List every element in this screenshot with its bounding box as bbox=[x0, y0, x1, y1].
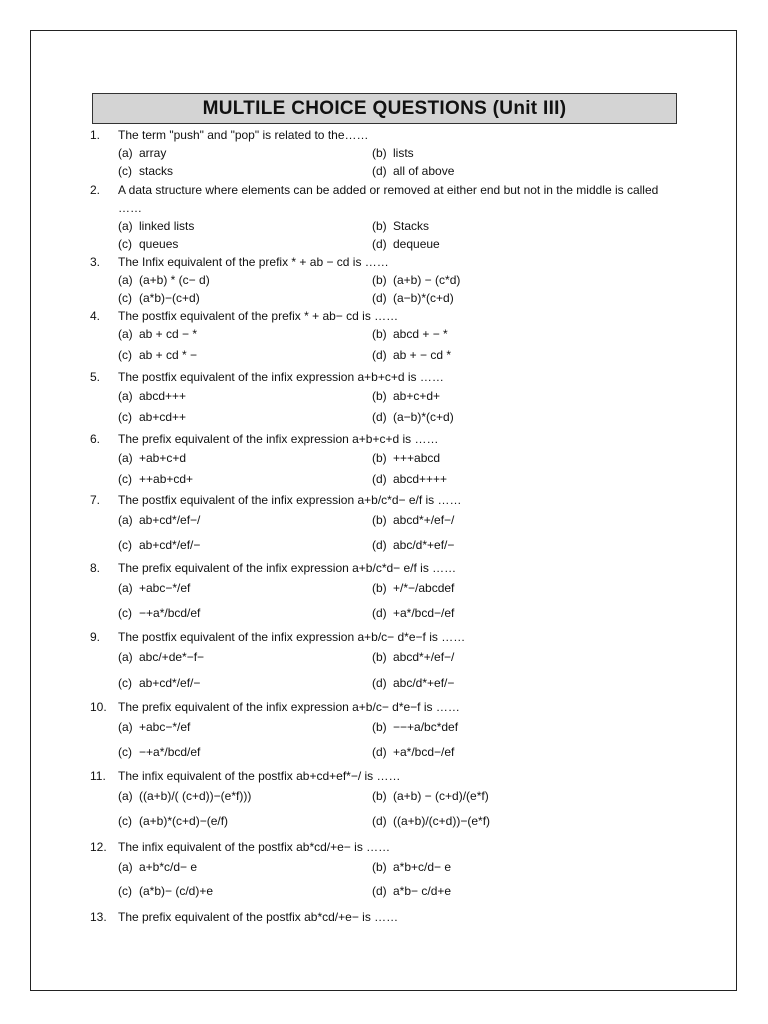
question-number: 3. bbox=[90, 255, 101, 269]
option-d bbox=[372, 346, 451, 364]
option-text: abcd+++ bbox=[139, 389, 187, 403]
option-a bbox=[118, 718, 190, 736]
option-label: (c) bbox=[118, 472, 132, 486]
question-number: 12. bbox=[90, 840, 107, 854]
question-text: The prefix equivalent of the infix expression a+b/c− d*e−f is …… bbox=[118, 700, 460, 714]
option-c bbox=[118, 470, 193, 488]
option-label: (d) bbox=[372, 606, 387, 620]
option-a bbox=[118, 787, 251, 805]
option-text: (a+b) * (c− d) bbox=[139, 273, 210, 287]
option-b bbox=[372, 858, 451, 876]
question-number: 7. bbox=[90, 493, 101, 507]
question-text: The postfix equivalent of the infix expression a+b/c*d− e/f is …… bbox=[118, 493, 462, 507]
option-text: ab + cd − * bbox=[139, 327, 198, 341]
option-b bbox=[372, 387, 440, 405]
option-text: abcd++++ bbox=[393, 472, 448, 486]
option-text: +/*−/abcdef bbox=[393, 581, 455, 595]
option-label: (a) bbox=[118, 789, 133, 803]
option-text: +abc−*/ef bbox=[139, 720, 191, 734]
option-c bbox=[118, 674, 200, 692]
option-b bbox=[372, 144, 414, 162]
option-d bbox=[372, 408, 454, 426]
option-text: (a*b)−(c+d) bbox=[139, 291, 200, 305]
option-text: a*b+c/d− e bbox=[393, 860, 452, 874]
option-b bbox=[372, 579, 454, 597]
option-label: (b) bbox=[372, 513, 387, 527]
option-d bbox=[372, 235, 440, 253]
option-d bbox=[372, 289, 454, 307]
option-text: dequeue bbox=[393, 237, 440, 251]
question-number: 13. bbox=[90, 910, 107, 924]
option-a bbox=[118, 325, 197, 343]
option-b bbox=[372, 217, 429, 235]
option-label: (a) bbox=[118, 146, 133, 160]
option-label: (d) bbox=[372, 884, 387, 898]
option-label: (c) bbox=[118, 676, 132, 690]
question-text: The Infix equivalent of the prefix * + ab − cd is …… bbox=[118, 255, 389, 269]
option-c bbox=[118, 604, 200, 622]
option-label: (a) bbox=[118, 581, 133, 595]
option-label: (c) bbox=[118, 814, 132, 828]
option-text: a+b*c/d− e bbox=[139, 860, 198, 874]
option-d bbox=[372, 674, 454, 692]
option-a bbox=[118, 579, 190, 597]
option-text: ab+cd*/ef/− bbox=[139, 538, 201, 552]
option-c bbox=[118, 346, 197, 364]
question-text: The infix equivalent of the postfix ab+cd+ef*−/ is …… bbox=[118, 769, 401, 783]
option-label: (d) bbox=[372, 814, 387, 828]
option-label: (d) bbox=[372, 410, 387, 424]
option-text: ++ab+cd+ bbox=[139, 472, 194, 486]
option-label: (a) bbox=[118, 650, 133, 664]
question-number: 10. bbox=[90, 700, 107, 714]
option-d bbox=[372, 812, 490, 830]
option-label: (b) bbox=[372, 451, 387, 465]
question-number: 2. bbox=[90, 183, 101, 197]
option-label: (d) bbox=[372, 291, 387, 305]
question-text: The prefix equivalent of the postfix ab*cd/+e− is …… bbox=[118, 910, 399, 924]
question-text: The term "push" and "pop" is related to the…… bbox=[118, 128, 369, 142]
option-text: all of above bbox=[393, 164, 455, 178]
question-number: 5. bbox=[90, 370, 101, 384]
option-label: (b) bbox=[372, 273, 387, 287]
question-number: 1. bbox=[90, 128, 101, 142]
option-a bbox=[118, 648, 204, 666]
question-text: The infix equivalent of the postfix ab*cd/+e− is …… bbox=[118, 840, 391, 854]
option-text: queues bbox=[139, 237, 179, 251]
question-text: The postfix equivalent of the infix expression a+b/c− d*e−f is …… bbox=[118, 630, 466, 644]
option-text: −−+a/bc*def bbox=[393, 720, 459, 734]
option-a bbox=[118, 217, 194, 235]
option-text: ab + − cd * bbox=[393, 348, 452, 362]
option-label: (a) bbox=[118, 513, 133, 527]
question-text: The prefix equivalent of the infix expression a+b+c+d is …… bbox=[118, 432, 439, 446]
option-c bbox=[118, 162, 173, 180]
option-label: (c) bbox=[118, 348, 132, 362]
option-text: +abc−*/ef bbox=[139, 581, 191, 595]
option-text: +ab+c+d bbox=[139, 451, 187, 465]
option-text: ab+cd*/ef/− bbox=[139, 676, 201, 690]
option-a bbox=[118, 858, 197, 876]
option-text: ((a+b)/(c+d))−(e*f) bbox=[393, 814, 491, 828]
option-label: (b) bbox=[372, 581, 387, 595]
option-label: (c) bbox=[118, 606, 132, 620]
option-label: (b) bbox=[372, 146, 387, 160]
option-text: a*b− c/d+e bbox=[393, 884, 452, 898]
option-text: +a*/bcd−/ef bbox=[393, 606, 455, 620]
option-text: (a−b)*(c+d) bbox=[393, 291, 454, 305]
option-text: abcd*+/ef−/ bbox=[393, 650, 455, 664]
option-text: (a+b) − (c+d)/(e*f) bbox=[393, 789, 489, 803]
option-text: (a+b) − (c*d) bbox=[393, 273, 461, 287]
question-number: 8. bbox=[90, 561, 101, 575]
option-b bbox=[372, 511, 454, 529]
option-label: (c) bbox=[118, 410, 132, 424]
option-label: (c) bbox=[118, 745, 132, 759]
option-text: Stacks bbox=[393, 219, 430, 233]
option-label: (c) bbox=[118, 538, 132, 552]
option-text: abcd + − * bbox=[393, 327, 448, 341]
option-text: abc/d*+ef/− bbox=[393, 538, 455, 552]
question-text: The postfix equivalent of the infix expression a+b+c+d is …… bbox=[118, 370, 444, 384]
option-label: (a) bbox=[118, 451, 133, 465]
question-text: The prefix equivalent of the infix expression a+b/c*d− e/f is …… bbox=[118, 561, 457, 575]
option-b bbox=[372, 718, 458, 736]
option-text: lists bbox=[393, 146, 414, 160]
option-label: (d) bbox=[372, 348, 387, 362]
option-a bbox=[118, 387, 186, 405]
option-a bbox=[118, 511, 200, 529]
option-text: ab+c+d+ bbox=[393, 389, 441, 403]
option-c bbox=[118, 408, 186, 426]
option-b bbox=[372, 648, 454, 666]
option-label: (a) bbox=[118, 273, 133, 287]
option-c bbox=[118, 235, 178, 253]
question-number: 11. bbox=[90, 769, 106, 783]
option-text: +a*/bcd−/ef bbox=[393, 745, 455, 759]
option-label: (a) bbox=[118, 327, 133, 341]
option-label: (b) bbox=[372, 720, 387, 734]
option-text: abc/+de*−f− bbox=[139, 650, 205, 664]
option-c bbox=[118, 289, 200, 307]
option-c bbox=[118, 536, 200, 554]
option-a bbox=[118, 449, 186, 467]
option-label: (b) bbox=[372, 327, 387, 341]
option-a bbox=[118, 144, 166, 162]
option-b bbox=[372, 449, 440, 467]
option-label: (a) bbox=[118, 219, 133, 233]
option-text: +++abcd bbox=[393, 451, 441, 465]
option-text: abcd*+/ef−/ bbox=[393, 513, 455, 527]
option-text: (a+b)*(c+d)−(e/f) bbox=[139, 814, 229, 828]
option-label: (b) bbox=[372, 860, 387, 874]
option-label: (d) bbox=[372, 676, 387, 690]
option-text: ab + cd * − bbox=[139, 348, 198, 362]
option-label: (a) bbox=[118, 860, 133, 874]
option-text: (a−b)*(c+d) bbox=[393, 410, 454, 424]
option-d bbox=[372, 743, 454, 761]
option-label: (c) bbox=[118, 237, 132, 251]
option-label: (b) bbox=[372, 650, 387, 664]
option-d bbox=[372, 536, 454, 554]
question-text: A data structure where elements can be added or removed at either end but not in the middle is called …… bbox=[118, 183, 659, 215]
option-label: (a) bbox=[118, 389, 133, 403]
question-number: 4. bbox=[90, 309, 101, 323]
option-text: (a*b)− (c/d)+e bbox=[139, 884, 214, 898]
option-d bbox=[372, 882, 451, 900]
option-text: −+a*/bcd/ef bbox=[139, 745, 201, 759]
question-number: 9. bbox=[90, 630, 101, 644]
option-text: array bbox=[139, 146, 167, 160]
option-label: (c) bbox=[118, 884, 132, 898]
question-number: 6. bbox=[90, 432, 101, 446]
option-label: (b) bbox=[372, 789, 387, 803]
option-label: (a) bbox=[118, 720, 133, 734]
option-label: (d) bbox=[372, 237, 387, 251]
option-text: linked lists bbox=[139, 219, 195, 233]
option-c bbox=[118, 812, 228, 830]
option-label: (d) bbox=[372, 745, 387, 759]
option-b bbox=[372, 325, 448, 343]
option-b bbox=[372, 787, 489, 805]
option-label: (c) bbox=[118, 164, 132, 178]
option-d bbox=[372, 162, 454, 180]
option-label: (b) bbox=[372, 389, 387, 403]
option-text: ((a+b)/( (c+d))−(e*f))) bbox=[139, 789, 252, 803]
option-text: ab+cd++ bbox=[139, 410, 187, 424]
option-text: −+a*/bcd/ef bbox=[139, 606, 201, 620]
option-c bbox=[118, 882, 213, 900]
page-title: MULTILE CHOICE QUESTIONS (Unit III) bbox=[92, 93, 677, 124]
question-text: The postfix equivalent of the prefix * + ab− cd is …… bbox=[118, 309, 399, 323]
option-d bbox=[372, 470, 447, 488]
option-text: stacks bbox=[139, 164, 174, 178]
option-d bbox=[372, 604, 454, 622]
option-label: (d) bbox=[372, 164, 387, 178]
option-label: (d) bbox=[372, 472, 387, 486]
option-b bbox=[372, 271, 460, 289]
option-c bbox=[118, 743, 200, 761]
option-label: (b) bbox=[372, 219, 387, 233]
option-text: ab+cd*/ef−/ bbox=[139, 513, 201, 527]
option-a bbox=[118, 271, 210, 289]
option-text: abc/d*+ef/− bbox=[393, 676, 455, 690]
option-label: (d) bbox=[372, 538, 387, 552]
option-label: (c) bbox=[118, 291, 132, 305]
